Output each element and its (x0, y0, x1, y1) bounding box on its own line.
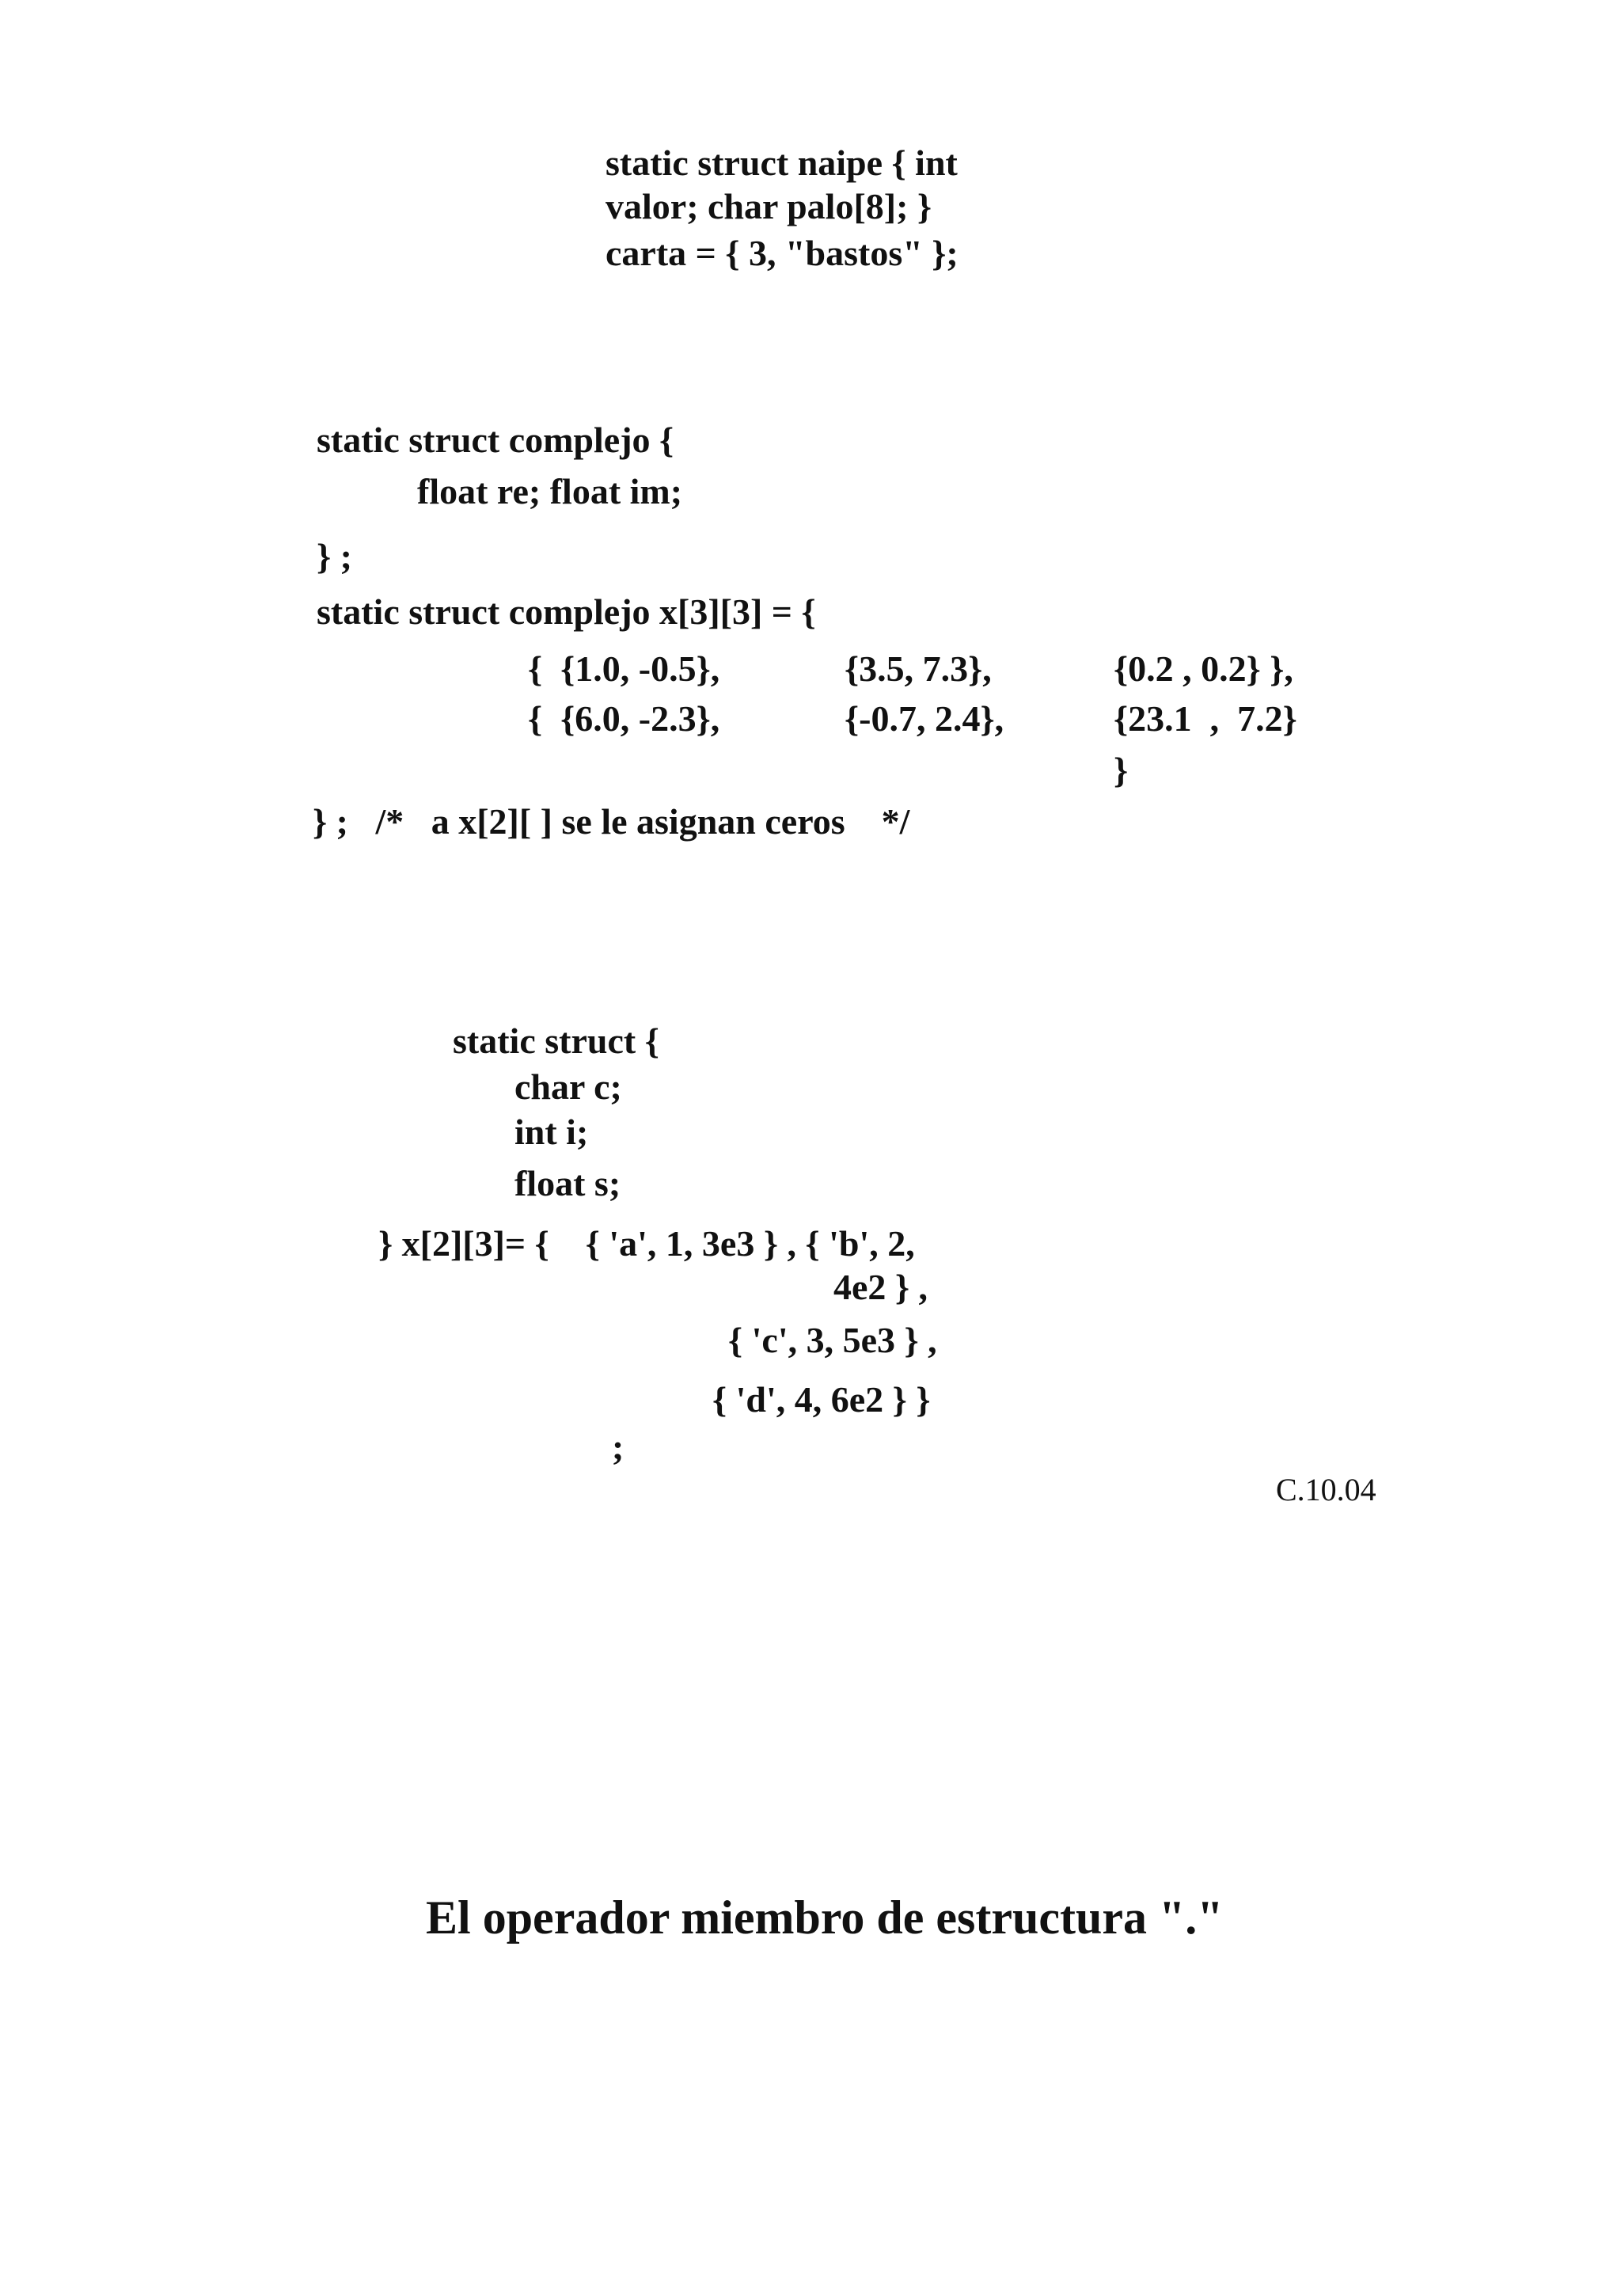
complejo-row1-col2: {3.5, 7.3}, (845, 648, 992, 689)
anon-line-9: ; (612, 1427, 624, 1467)
complejo-row1-col1: { {1.0, -0.5}, (528, 648, 720, 689)
anon-line-8: { 'd', 4, 6e2 } } (712, 1379, 931, 1420)
naipe-line-1: static struct naipe { int (606, 143, 958, 183)
anon-line-1: static struct { (453, 1021, 659, 1061)
anon-line-5: } x[2][3]= { { 'a', 1, 3e3 } , { 'b', 2, (378, 1223, 915, 1264)
complejo-row1-col3: {0.2 , 0.2} }, (1114, 648, 1293, 689)
anon-line-6: 4e2 } , (833, 1267, 928, 1307)
naipe-line-2: valor; char palo[8]; } (606, 186, 932, 226)
page-label: C.10.04 (1276, 1472, 1376, 1507)
complejo-line-3: } ; (317, 536, 352, 576)
anon-line-7: { 'c', 3, 5e3 } , (728, 1320, 937, 1360)
complejo-line-2: float re; float im; (417, 471, 683, 511)
complejo-final-line: } ; /* a x[2][ ] se le asignan ceros */ (313, 801, 910, 842)
naipe-line-3: carta = { 3, "bastos" }; (606, 233, 959, 273)
complejo-close-brace: } (1114, 750, 1129, 790)
complejo-line-1: static struct complejo { (317, 420, 674, 460)
complejo-row2-col3: {23.1 , 7.2} (1114, 698, 1297, 739)
anon-line-3: int i; (514, 1112, 589, 1152)
complejo-row2-col2: {-0.7, 2.4}, (845, 698, 1004, 739)
complejo-row2-col1: { {6.0, -2.3}, (528, 698, 720, 739)
section-title: El operador miembro de estructura "." (426, 1891, 1224, 1944)
complejo-line-4: static struct complejo x[3][3] = { (317, 591, 816, 632)
anon-line-2: char c; (514, 1066, 622, 1107)
anon-line-4: float s; (514, 1163, 621, 1203)
